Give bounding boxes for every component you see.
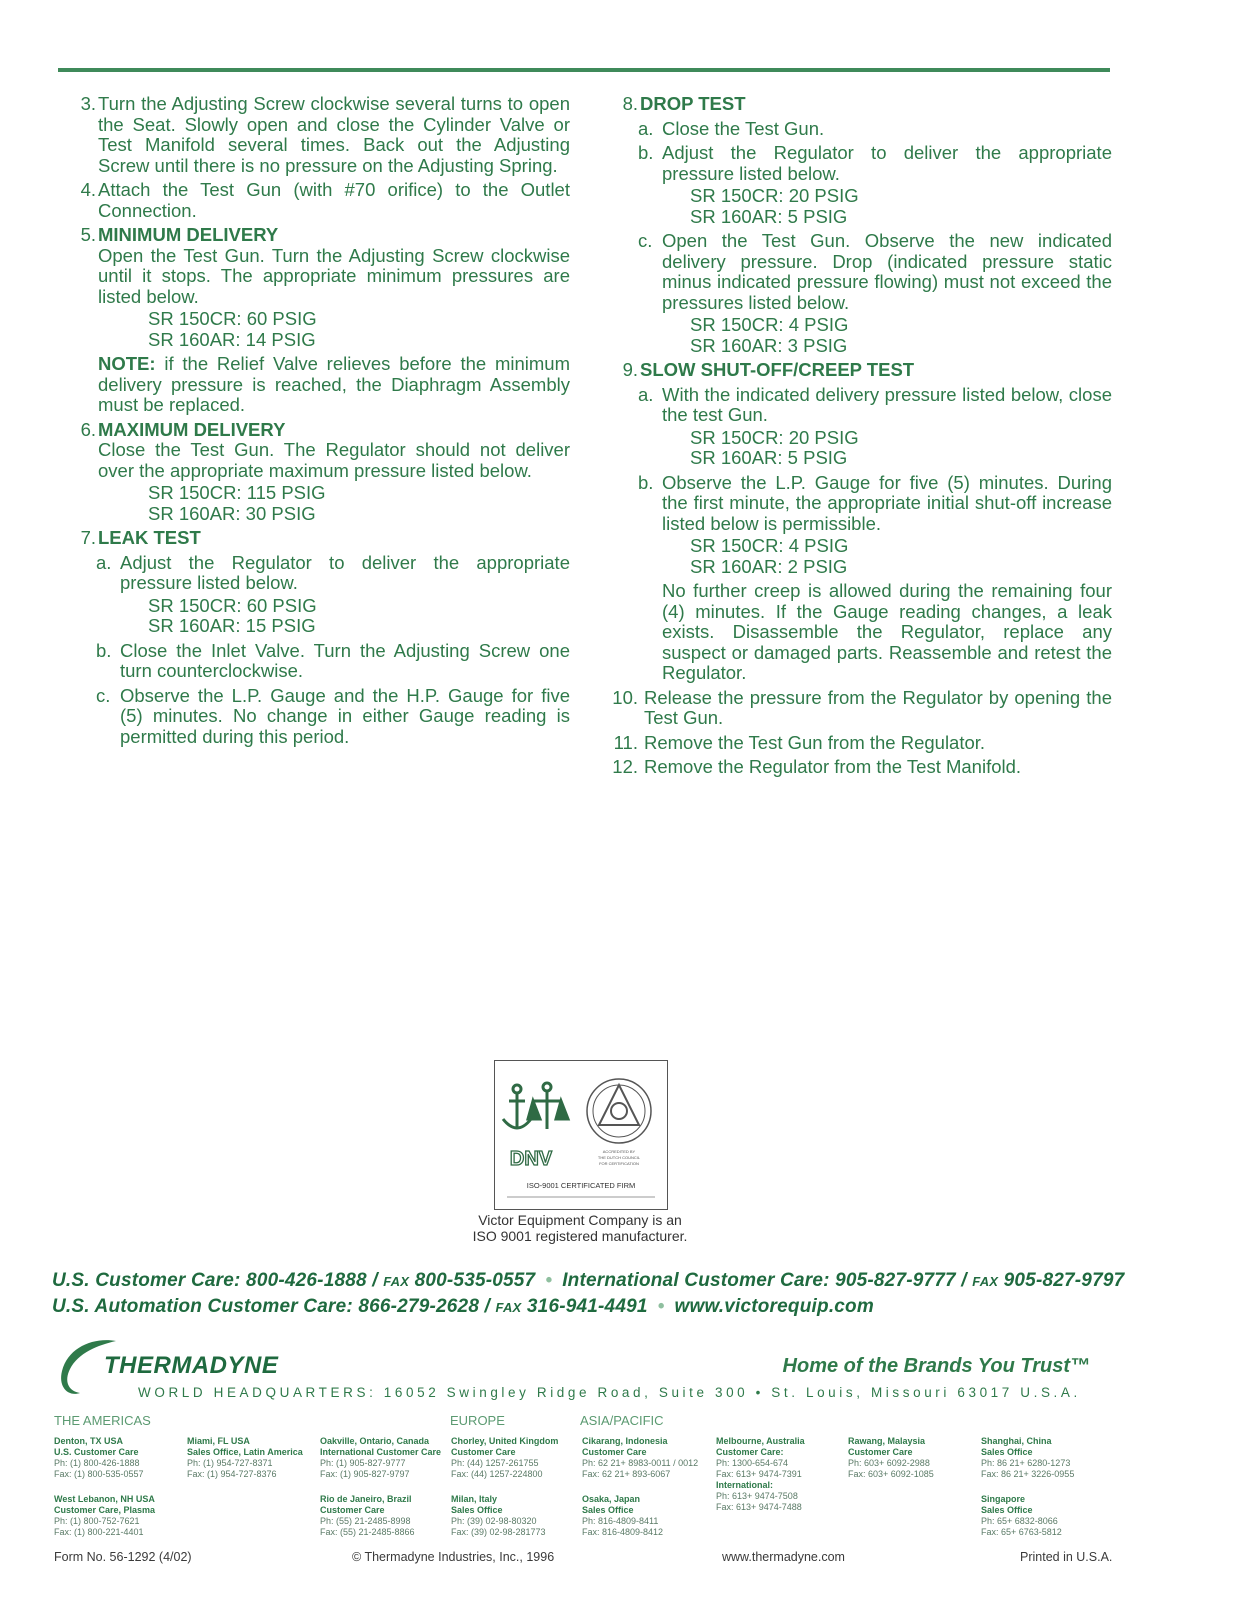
- step-8: 8. DROP TEST a. Close the Test Gun. b. Adjust the Regulator to deliver the appropriate pressure listed below. SR 150CR: 20 PSIG SR 160AR: 5 PSIG c. Open the Test Gun. Observe the new indicated delivery pressure. Drop (indicated pressure static minus indicated pressure flowing) must not exceed the pressures listed below. SR 150CR: 4 PSIG SR 160AR: 3 PSIG: [616, 94, 1112, 356]
- step-7: 7. LEAK TEST a. Adjust the Regulator to deliver the appropriate pressure listed below. SR 150CR: 60 PSIG SR 160AR: 15 PSIG b. Close the Inlet Valve. Turn the Adjusting Screw one turn counterclockwise. c. Observe the L.P. Gauge and the H.P. Gauge for five (5) minutes. No change in either Gauge reading is permitted during this period.: [74, 528, 570, 747]
- left-column: [74, 94, 570, 751]
- iso-certified-text: ISO-9001 CERTIFICATED FIRM: [526, 1181, 636, 1190]
- psig-values: SR 150CR: 20 PSIG SR 160AR: 5 PSIG: [690, 185, 859, 227]
- office-singapore: Singapore Sales Office Ph: 65+ 6832-8066 Fax: 65+ 6763-5812: [981, 1494, 1062, 1537]
- iso-caption: Victor Equipment Company is an ISO 9001 registered manufacturer.: [472, 1212, 688, 1244]
- thermadyne-website-link[interactable]: www.thermadyne.com: [722, 1550, 845, 1564]
- step-6-heading: MAXIMUM DELIVERY: [98, 418, 286, 440]
- office-rio-de-janeiro: Rio de Janeiro, Brazil Customer Care Ph: (55) 21-2485-8998 Fax: (55) 21-2485-8866: [320, 1494, 415, 1537]
- region-europe: EUROPE: [450, 1413, 505, 1428]
- bullet-separator: •: [657, 1296, 665, 1317]
- step-5-heading: MINIMUM DELIVERY: [98, 224, 279, 245]
- step-9-heading: SLOW SHUT-OFF/CREEP TEST: [640, 359, 915, 380]
- office-miami: Miami, FL USA Sales Office, Latin America Ph: (1) 954-727-8371 Fax: (1) 954-727-8376: [187, 1436, 303, 1479]
- dnv-logo-graphic: [495, 1061, 667, 1209]
- form-number: Form No. 56-1292 (4/02): [54, 1550, 192, 1564]
- step-12: 12. Remove the Regulator from the Test Manifold.: [612, 756, 1022, 777]
- office-denton: Denton, TX USA U.S. Customer Care Ph: (1) 800-426-1888 Fax: (1) 800-535-0557: [54, 1436, 144, 1479]
- dnv-wordmark: DNV: [509, 1148, 553, 1170]
- step-9: 9. SLOW SHUT-OFF/CREEP TEST a. With the indicated delivery pressure listed below, close the test Gun. SR 150CR: 20 PSIG SR 160AR: 5 PSIG b. Observe the L.P. Gauge for five (5) minutes. During the first minute, the appropriate initial shut-off increase listed below is permissible. SR 150CR: 4 PSIG SR 160AR: 2 PSIG No further creep is allowed during the remaining four (4) minutes. If the Gauge reading changes, a leak exists. Disassemble the Regulator, replace any suspect or damaged parts. Reassemble and retest the Regulator.: [616, 360, 1112, 684]
- step-6: 6. MAXIMUM DELIVERY Close the Test Gun. The Regulator should not deliver over the appropriate maximum pressure listed below. SR 150CR: 115 PSIG SR 160AR: 30 PSIG: [80, 418, 570, 524]
- step-7a: a. Adjust the Regulator to deliver the appropriate pressure listed below. SR 150CR: 60 PSIG SR 160AR: 15 PSIG: [96, 551, 570, 636]
- office-melbourne-international: International: Ph: 613+ 9474-7508 Fax: 613+ 9474-7488: [716, 1480, 802, 1512]
- printed-in: Printed in U.S.A.: [1020, 1550, 1113, 1564]
- psig-values: SR 150CR: 4 PSIG SR 160AR: 3 PSIG: [690, 314, 849, 356]
- step-9a: a. With the indicated delivery pressure listed below, close the test Gun. SR 150CR: 20 PSIG SR 160AR: 5 PSIG: [638, 383, 1112, 468]
- customer-care-line-2: U.S. Automation Customer Care: 866-279-2628 / FAX 316-941-4491 • www.victorequip.com: [52, 1296, 874, 1317]
- world-headquarters: WORLD HEADQUARTERS: 16052 Swingley Ridge Road, Suite 300 • St. Louis, Missouri 63017 U.S.A.: [138, 1385, 1081, 1400]
- step-8a: a. Close the Test Gun.: [638, 117, 825, 139]
- step-4: 4. Attach the Test Gun (with #70 orifice) to the Outlet Connection.: [80, 179, 570, 221]
- office-shanghai: Shanghai, China Sales Office Ph: 86 21+ 6280-1273 Fax: 86 21+ 3226-0955: [981, 1436, 1075, 1479]
- office-rawang: Rawang, Malaysia Customer Care Ph: 603+ 6092-2988 Fax: 603+ 6092-1085: [848, 1436, 934, 1479]
- office-osaka: Osaka, Japan Sales Office Ph: 816-4809-8411 Fax: 816-4809-8412: [582, 1494, 664, 1537]
- step-5-note: NOTE: if the Relief Valve relieves before the minimum delivery pressure is reached, the Diaphragm Assembly must be replaced.: [98, 353, 570, 415]
- psig-values: SR 150CR: 115 PSIG SR 160AR: 30 PSIG: [148, 482, 326, 524]
- website-link[interactable]: www.victorequip.com: [674, 1296, 874, 1317]
- step-9b-after: No further creep is allowed during the remaining four (4) minutes. If the Gauge reading changes, a leak exists. Disassemble the Regulator, replace any suspect or damaged parts. Reassemble and retest the Regulator.: [662, 580, 1112, 683]
- svg-text:THE DUTCH COUNCIL: THE DUTCH COUNCIL: [597, 1155, 641, 1160]
- step-3: 3. Turn the Adjusting Screw clockwise several turns to open the Seat. Slowly open and close the Cylinder Valve or Test Manifold several times. Back out the Adjusting Screw until there is no pressure on the Adjusting Spring.: [80, 93, 570, 176]
- psig-values: SR 150CR: 60 PSIG SR 160AR: 15 PSIG: [148, 594, 317, 636]
- step-7-heading: LEAK TEST: [98, 527, 201, 548]
- svg-text:ACCREDITED BY: ACCREDITED BY: [602, 1149, 636, 1154]
- office-chorley: Chorley, United Kingdom Customer Care Ph: (44) 1257-261755 Fax: (44) 1257-224800: [451, 1436, 559, 1479]
- iso-certification-badge: [494, 1060, 668, 1210]
- region-asia-pacific: ASIA/PACIFIC: [580, 1413, 664, 1428]
- step-9b: b. Observe the L.P. Gauge for five (5) minutes. During the first minute, the appropriate initial shut-off increase listed below is permissible. SR 150CR: 4 PSIG SR 160AR: 2 PSIG No further creep is allowed during the remaining four (4) minutes. If the Gauge reading changes, a leak exists. Disassemble the Regulator, replace any suspect or damaged parts. Reassemble and retest the Regulator.: [638, 471, 1112, 683]
- top-rule: [58, 68, 1110, 72]
- office-oakville: Oakville, Ontario, Canada International Customer Care Ph: (1) 905-827-9777 Fax: (1) 905-827-9797: [320, 1436, 442, 1479]
- office-west-lebanon: West Lebanon, NH USA Customer Care, Plasma Ph: (1) 800-752-7621 Fax: (1) 800-221-4401: [54, 1494, 156, 1537]
- right-column: [612, 93, 1112, 782]
- office-milan: Milan, Italy Sales Office Ph: (39) 02-98-80320 Fax: (39) 02-98-281773: [451, 1494, 546, 1537]
- copyright: © Thermadyne Industries, Inc., 1996: [352, 1550, 555, 1564]
- region-americas: THE AMERICAS: [54, 1413, 151, 1428]
- step-8-heading: DROP TEST: [640, 93, 746, 114]
- psig-values: SR 150CR: 60 PSIG SR 160AR: 14 PSIG: [148, 308, 317, 350]
- step-8c: c. Open the Test Gun. Observe the new indicated delivery pressure. Drop (indicated pressure static minus indicated pressure flowing) must not exceed the pressures listed below. SR 150CR: 4 PSIG SR 160AR: 3 PSIG: [638, 230, 1112, 356]
- office-melbourne: Melbourne, Australia Customer Care: Ph: 1300-654-674 Fax: 613+ 9474-7391: [716, 1436, 805, 1479]
- svg-text:FOR CERTIFICATION: FOR CERTIFICATION: [599, 1161, 639, 1166]
- step-11: 11. Remove the Test Gun from the Regulator.: [613, 731, 986, 753]
- step-7c: c. Observe the L.P. Gauge and the H.P. Gauge for five (5) minutes. No change in either Gauge reading is permitted during this period.: [96, 684, 570, 747]
- step-7b: b. Close the Inlet Valve. Turn the Adjusting Screw one turn counterclockwise.: [96, 639, 570, 681]
- step-5: 5. MINIMUM DELIVERY Open the Test Gun. Turn the Adjusting Screw clockwise until it stops. The appropriate minimum pressures are listed below. SR 150CR: 60 PSIG SR 160AR: 14 PSIG NOTE: if the Relief Valve relieves before the minimum delivery pressure is reached, the Diaphragm Assembly must be replaced.: [80, 224, 570, 415]
- step-10: 10. Release the pressure from the Regulator by opening the Test Gun.: [612, 686, 1112, 728]
- psig-values: SR 150CR: 20 PSIG SR 160AR: 5 PSIG: [690, 426, 859, 468]
- step-5-text: Open the Test Gun. Turn the Adjusting Screw clockwise until it stops. The appropriate minimum pressures are listed below.: [98, 244, 570, 307]
- thermadyne-logo: THERMADYNE: [104, 1352, 279, 1379]
- office-cikarang: Cikarang, Indonesia Customer Care Ph: 62 21+ 8983-0011 / 0012 Fax: 62 21+ 893-6067: [582, 1436, 699, 1479]
- brand-tagline: Home of the Brands You Trust™: [782, 1355, 1090, 1377]
- customer-care-line-1: U.S. Customer Care: 800-426-1888 / FAX 800-535-0557 • International Customer Care: 905-827-9777 / FAX 905-827-9797: [52, 1270, 1125, 1291]
- bullet-separator: •: [545, 1270, 553, 1291]
- step-8b: b. Adjust the Regulator to deliver the appropriate pressure listed below. SR 150CR: 20 PSIG SR 160AR: 5 PSIG: [638, 142, 1112, 227]
- psig-values: SR 150CR: 4 PSIG SR 160AR: 2 PSIG: [690, 535, 849, 577]
